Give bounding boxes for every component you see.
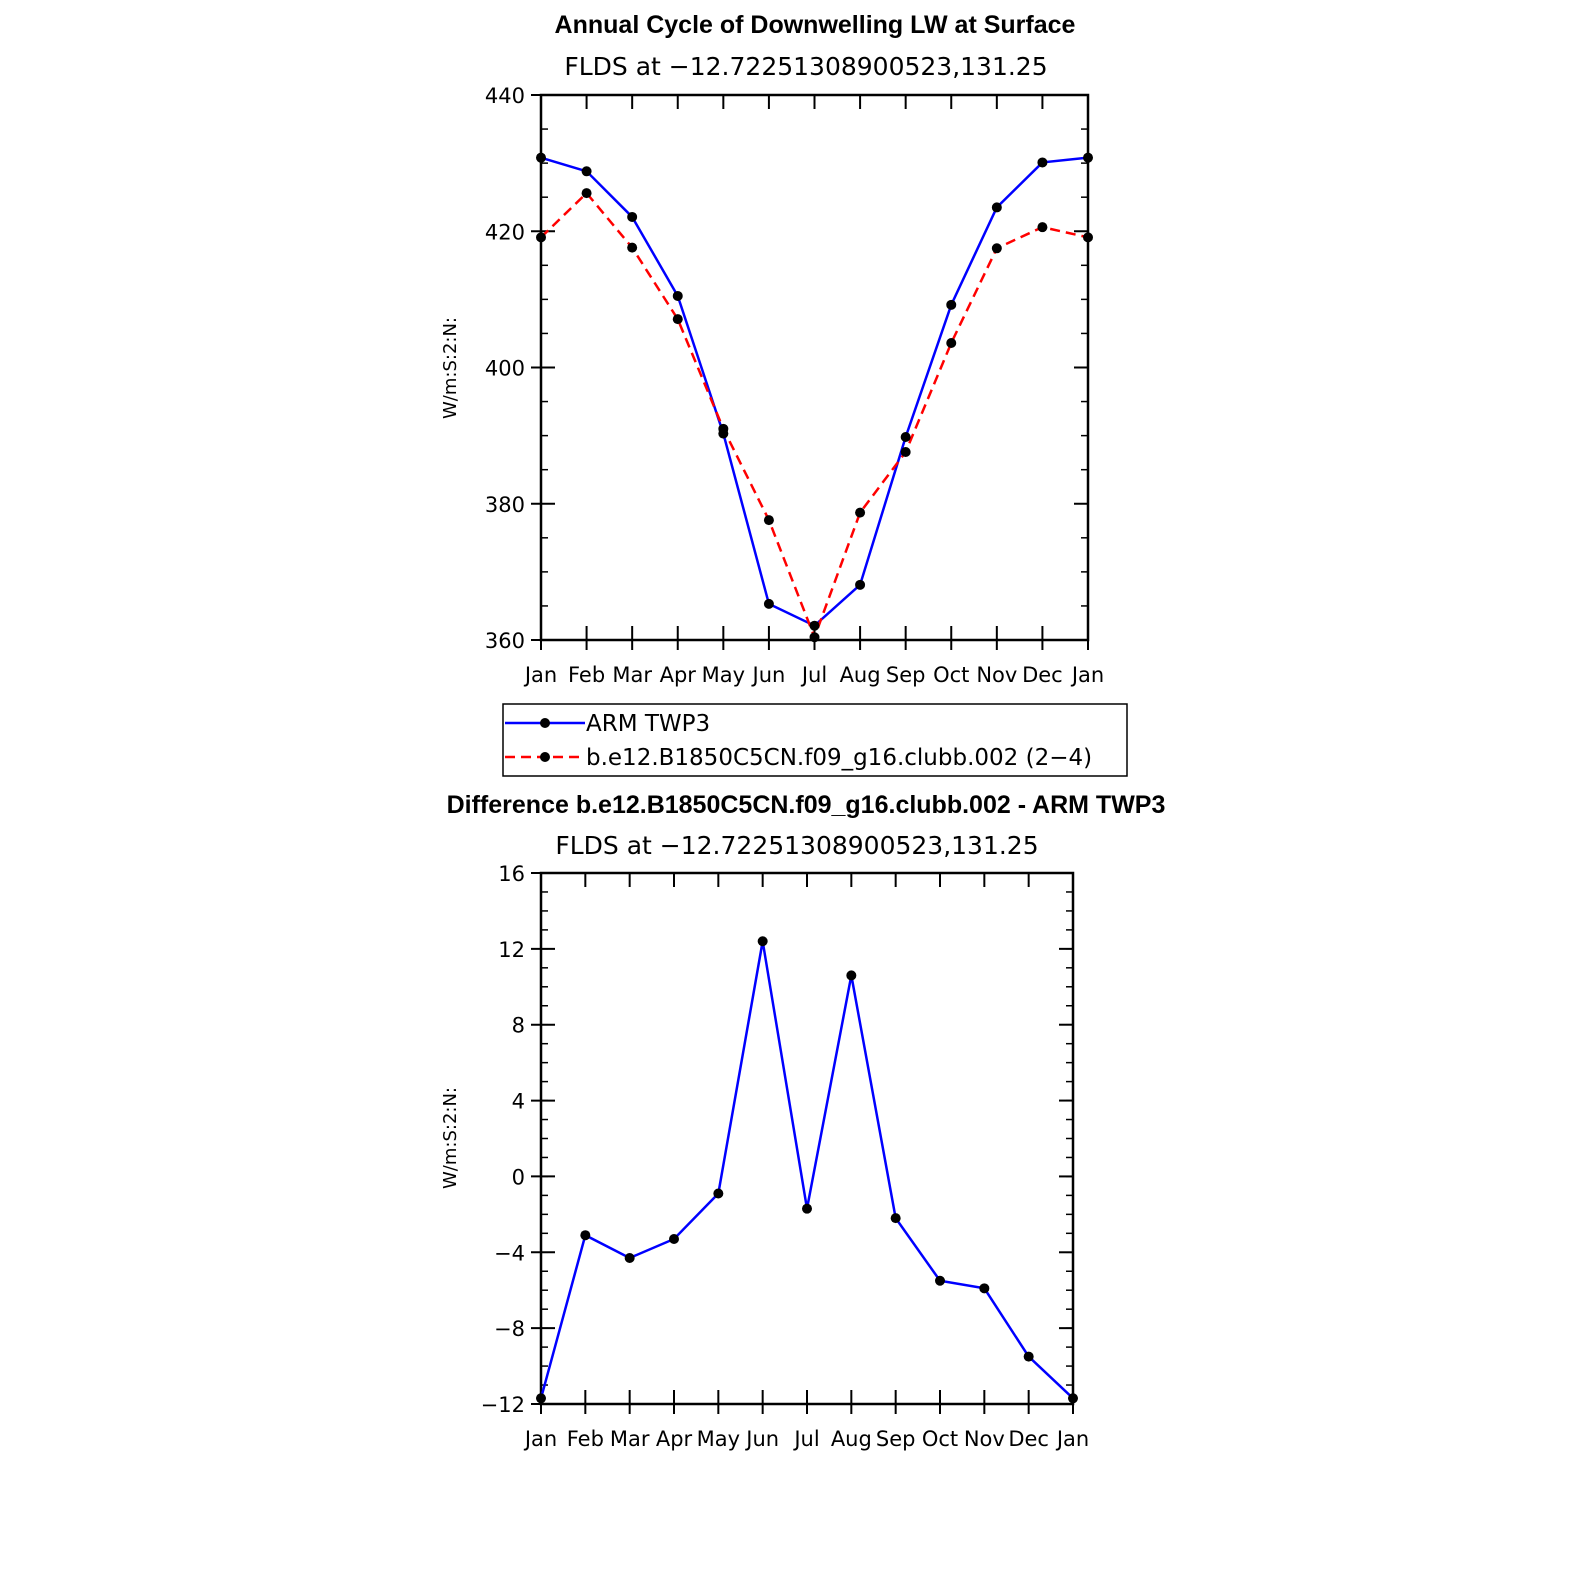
bottom-xtick-label: Mar	[609, 1427, 650, 1451]
top-chart-ylabel: W/m:S:2:N:	[440, 317, 461, 419]
bottom-series-0-point	[625, 1253, 635, 1263]
top-xtick-label: Oct	[933, 663, 970, 687]
bottom-series-0-point	[935, 1276, 945, 1286]
bottom-series-line-0	[541, 941, 1073, 1398]
top-chart-subtitle: FLDS at −12.72251308900523,131.25	[564, 52, 1048, 81]
top-series-0-point	[1037, 157, 1047, 167]
top-series-1-point	[1037, 222, 1047, 232]
top-series-line-1	[541, 193, 1088, 637]
bottom-series-0-point	[580, 1230, 590, 1240]
top-xtick-label: Feb	[567, 663, 606, 687]
top-series-0-point	[901, 432, 911, 442]
top-xtick-label: Jun	[752, 663, 786, 687]
bottom-ytick-label: −8	[494, 1317, 525, 1342]
top-ytick-label: 360	[484, 629, 525, 653]
bottom-xtick-label: Jan	[1056, 1427, 1090, 1451]
top-series-1-point	[582, 188, 592, 198]
top-series-1-point	[718, 424, 728, 434]
legend	[503, 704, 1127, 776]
bottom-series-0-point	[669, 1234, 679, 1244]
bottom-xtick-label: May	[696, 1427, 741, 1451]
bottom-series-0-point	[891, 1213, 901, 1223]
top-series-1-point	[901, 447, 911, 457]
top-series-line-0	[541, 158, 1088, 626]
bottom-xtick-label: Feb	[566, 1427, 604, 1451]
top-xtick-label: Jul	[801, 663, 828, 687]
bottom-xtick-label: Oct	[921, 1427, 959, 1451]
bottom-series-0-point	[536, 1393, 546, 1403]
top-series-1-point	[627, 243, 637, 253]
top-series-0-point	[764, 599, 774, 609]
bottom-series-0-point	[846, 970, 856, 980]
bottom-ytick-label: −4	[494, 1241, 525, 1266]
bottom-chart-ylabel: W/m:S:2:N:	[440, 1087, 461, 1189]
bottom-ytick-label: 4	[511, 1089, 525, 1114]
bottom-chart-plot-area	[536, 936, 1078, 1403]
top-series-0-point	[627, 212, 637, 222]
bottom-xtick-label: Nov	[963, 1427, 1005, 1451]
legend-marker-model	[540, 752, 550, 762]
bottom-series-0-point	[802, 1204, 812, 1214]
top-series-0-point	[673, 291, 683, 301]
top-series-0-point	[855, 580, 865, 590]
top-series-1-point	[1083, 232, 1093, 242]
bottom-ytick-label: 8	[511, 1013, 525, 1038]
top-series-0-point	[1083, 153, 1093, 163]
top-xtick-label: Jan	[524, 663, 558, 687]
bottom-ytick-label: 12	[498, 937, 525, 962]
bottom-xtick-label: Jul	[794, 1427, 820, 1451]
top-ytick-label: 420	[484, 220, 525, 245]
legend-label-model: b.e12.B1850C5CN.f09_g16.clubb.002 (2−4)	[586, 745, 1093, 771]
top-plot-frame	[541, 95, 1088, 640]
top-series-0-point	[582, 166, 592, 176]
top-ytick-label: 380	[484, 492, 525, 517]
bottom-series-0-point	[1024, 1352, 1034, 1362]
top-xtick-label: Sep	[885, 663, 926, 687]
top-chart	[440, 11, 1104, 687]
bottom-series-0-point	[1068, 1393, 1078, 1403]
bottom-series-0-point	[758, 936, 768, 946]
bottom-series-0-point	[979, 1283, 989, 1293]
top-xtick-label: Nov	[976, 663, 1018, 687]
bottom-chart-axes	[481, 862, 1090, 1451]
top-chart-axes	[485, 84, 1104, 687]
bottom-plot-frame	[541, 873, 1073, 1404]
top-xtick-label: May	[701, 663, 746, 687]
top-series-1-point	[810, 632, 820, 642]
top-ytick-label: 400	[484, 356, 525, 381]
top-xtick-label: Aug	[839, 663, 881, 687]
bottom-chart-title: Difference b.e12.B1850C5CN.f09_g16.clubb.002 - ARM TWP3	[446, 791, 1166, 819]
top-ytick-label: 440	[484, 84, 525, 108]
top-series-1-point	[536, 232, 546, 242]
bottom-xtick-label: Jun	[746, 1427, 780, 1451]
top-series-1-point	[855, 508, 865, 518]
legend-marker-arm-twp3	[540, 718, 550, 728]
top-series-0-point	[946, 300, 956, 310]
bottom-xtick-label: Dec	[1008, 1427, 1049, 1451]
top-chart-plot-area	[536, 153, 1093, 643]
top-xtick-label: Apr	[659, 663, 696, 687]
bottom-ytick-label: 0	[511, 1165, 525, 1190]
top-series-0-point	[536, 153, 546, 163]
top-series-1-point	[764, 515, 774, 525]
bottom-xtick-label: Aug	[830, 1427, 872, 1451]
top-xtick-label: Dec	[1022, 663, 1063, 687]
bottom-xtick-label: Apr	[655, 1427, 693, 1451]
bottom-ytick-label: −12	[480, 1393, 525, 1417]
bottom-chart-subtitle: FLDS at −12.72251308900523,131.25	[555, 831, 1039, 860]
bottom-xtick-label: Sep	[875, 1427, 916, 1451]
top-chart-title: Annual Cycle of Downwelling LW at Surface	[554, 11, 1076, 39]
top-xtick-label: Mar	[612, 663, 652, 687]
bottom-xtick-label: Jan	[524, 1427, 558, 1451]
bottom-series-0-point	[713, 1188, 723, 1198]
top-xtick-label: Jan	[1071, 663, 1105, 687]
top-series-1-point	[992, 243, 1002, 253]
bottom-chart	[440, 791, 1165, 1451]
top-series-1-point	[673, 314, 683, 324]
top-series-0-point	[992, 202, 1002, 212]
top-series-0-point	[810, 621, 820, 631]
legend-label-arm-twp3: ARM TWP3	[586, 711, 711, 737]
top-series-1-point	[946, 338, 956, 348]
bottom-ytick-label: 16	[498, 862, 525, 886]
